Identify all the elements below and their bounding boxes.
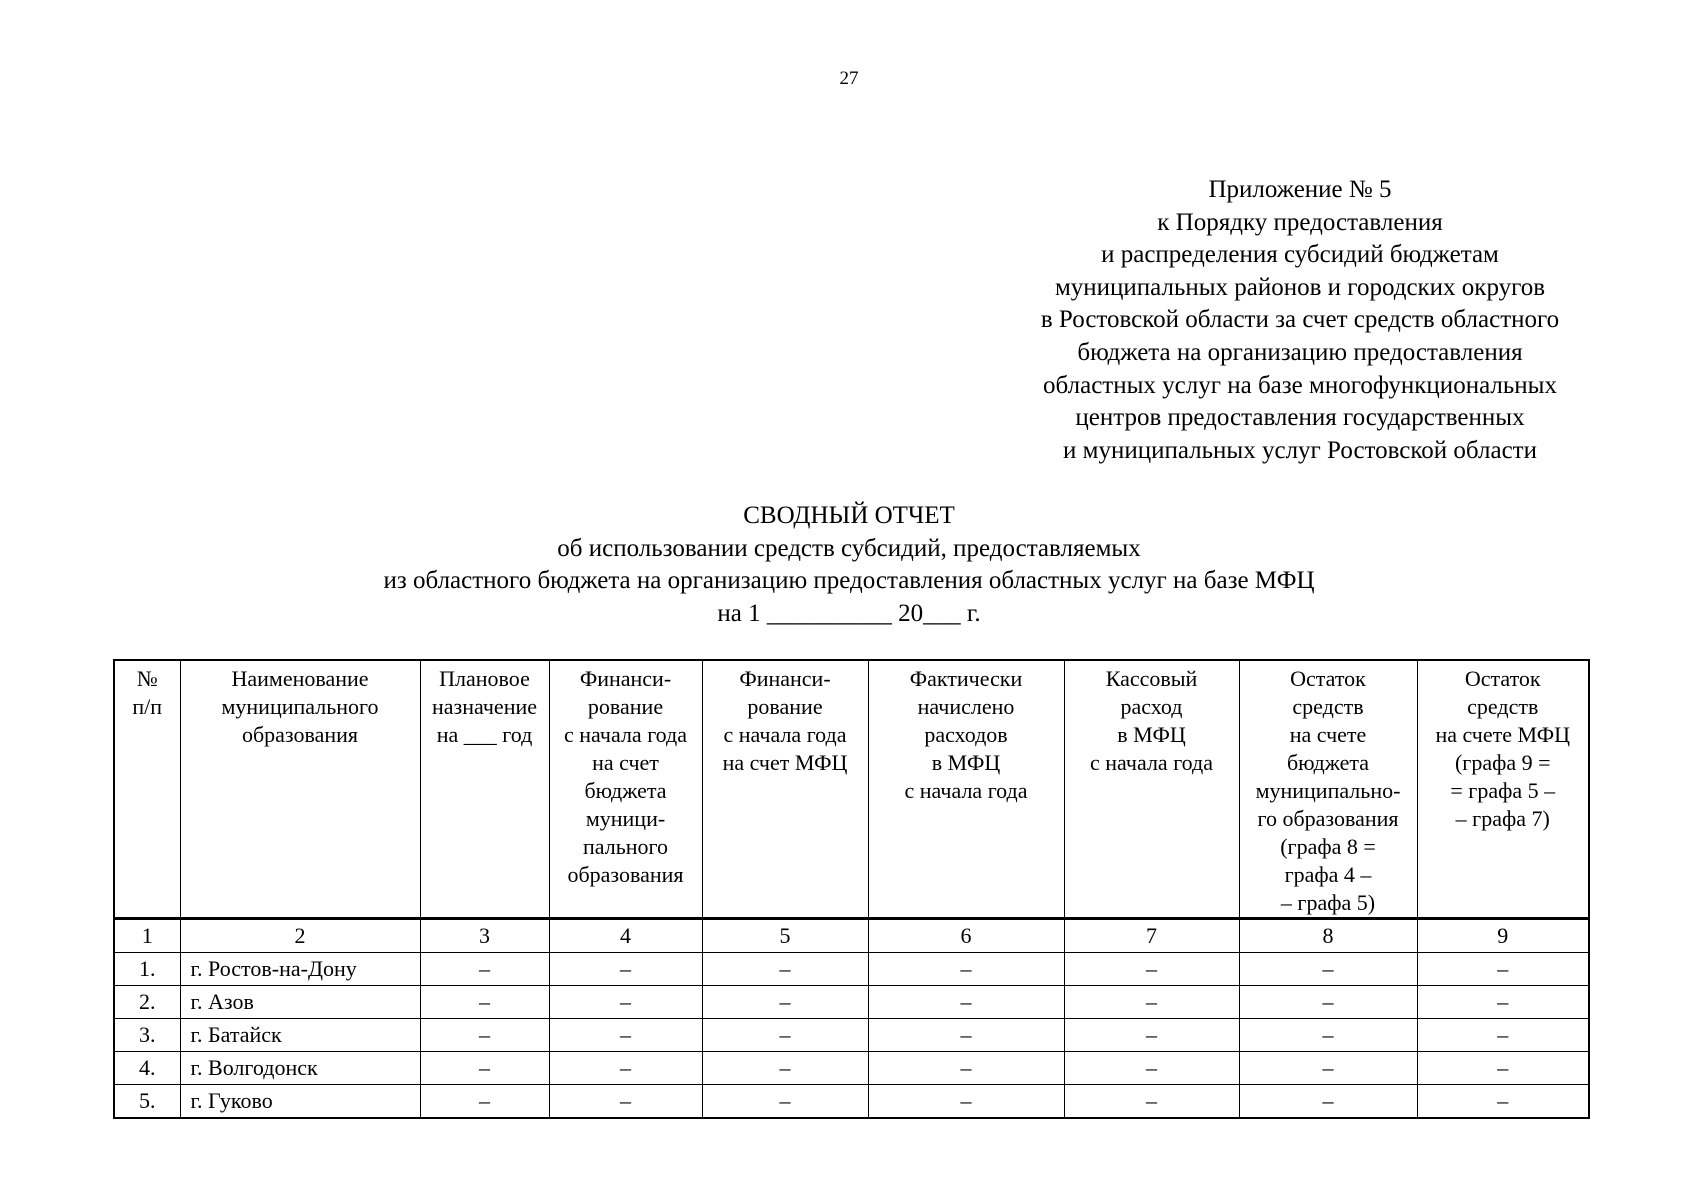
value-cell: – bbox=[1239, 1019, 1417, 1052]
column-header-line: Кассовый bbox=[1105, 666, 1198, 691]
column-header bbox=[868, 660, 1064, 919]
value-cell: – bbox=[1064, 1085, 1239, 1119]
column-header-line: муници- bbox=[585, 806, 666, 831]
municipality-name-cell: г. Батайск bbox=[180, 1019, 420, 1052]
table-body bbox=[114, 919, 1589, 1119]
column-header-line: бюджета bbox=[1286, 750, 1370, 775]
table-header-row bbox=[114, 660, 1589, 919]
value-cell: – bbox=[420, 1085, 549, 1119]
value-cell: – bbox=[549, 1052, 702, 1085]
column-header-line: на счете МФЦ bbox=[1435, 722, 1571, 747]
value-cell: – bbox=[868, 986, 1064, 1019]
column-number: 7 bbox=[1064, 919, 1239, 953]
value-cell: – bbox=[1417, 1019, 1589, 1052]
value-cell: – bbox=[420, 953, 549, 986]
column-header-line: (графа 9 = bbox=[1454, 750, 1551, 775]
column-header-line: п/п bbox=[132, 694, 163, 719]
appendix-line: центров предоставления государственных bbox=[1075, 404, 1525, 432]
column-header-line: расход bbox=[1120, 694, 1183, 719]
column-header-line: с начала года bbox=[1090, 750, 1213, 775]
appendix-line: к Порядку предоставления bbox=[1157, 208, 1443, 236]
report-table bbox=[113, 659, 1590, 1119]
column-header-line: расходов bbox=[924, 722, 1008, 747]
column-header-line: на счет bbox=[592, 750, 659, 775]
value-cell: – bbox=[1239, 1052, 1417, 1085]
value-cell: – bbox=[1239, 1085, 1417, 1119]
column-header-line: в МФЦ bbox=[1117, 722, 1186, 747]
report-title-block bbox=[0, 500, 1698, 630]
table-row bbox=[114, 1085, 1589, 1119]
column-header-line: в МФЦ bbox=[931, 750, 1001, 775]
column-header-line: средств bbox=[1467, 694, 1539, 719]
column-header bbox=[420, 660, 549, 919]
table-row bbox=[114, 1019, 1589, 1052]
appendix-line: и распределения субсидий бюджетам bbox=[1101, 241, 1499, 269]
column-header-line: с начала года bbox=[564, 722, 687, 747]
column-header-line: на счете bbox=[1289, 722, 1367, 747]
column-header-line: образования bbox=[241, 722, 359, 747]
column-number: 3 bbox=[420, 919, 549, 953]
value-cell: – bbox=[549, 1019, 702, 1052]
column-header-line: образования bbox=[567, 862, 684, 887]
report-subtitle-line: из областного бюджета на организацию предоставления областных услуг на базе МФЦ bbox=[383, 567, 1315, 594]
row-number-cell: 1. bbox=[114, 953, 180, 986]
table-row bbox=[114, 1052, 1589, 1085]
table-row bbox=[114, 986, 1589, 1019]
column-header-line: = графа 5 – bbox=[1450, 778, 1556, 803]
column-header bbox=[180, 660, 420, 919]
row-number-cell: 4. bbox=[114, 1052, 180, 1085]
column-header-line: Остаток bbox=[1464, 666, 1541, 691]
row-number-cell: 3. bbox=[114, 1019, 180, 1052]
value-cell: – bbox=[549, 953, 702, 986]
value-cell: – bbox=[1417, 1085, 1589, 1119]
column-header-line: рование bbox=[747, 694, 823, 719]
column-header-line: № bbox=[136, 666, 158, 691]
value-cell: – bbox=[1417, 986, 1589, 1019]
appendix-line: в Ростовской области за счет средств областного bbox=[1040, 306, 1560, 334]
value-cell: – bbox=[420, 986, 549, 1019]
value-cell: – bbox=[420, 1052, 549, 1085]
column-header-line: бюджета bbox=[584, 778, 667, 803]
page-number: 27 bbox=[839, 68, 859, 89]
value-cell: – bbox=[702, 986, 868, 1019]
column-header-line: (графа 8 = bbox=[1280, 834, 1376, 859]
value-cell: – bbox=[1417, 1052, 1589, 1085]
appendix-reference bbox=[985, 174, 1615, 467]
column-header-line: муниципально- bbox=[1255, 778, 1401, 803]
value-cell: – bbox=[868, 1052, 1064, 1085]
column-header-line: Финанси- bbox=[579, 666, 672, 691]
column-number: 9 bbox=[1417, 919, 1589, 953]
column-header-line: муниципального bbox=[221, 694, 379, 719]
column-number-row bbox=[114, 919, 1589, 953]
column-header-line: рование bbox=[587, 694, 664, 719]
column-header-line: назначение bbox=[431, 694, 538, 719]
column-header bbox=[549, 660, 702, 919]
column-header bbox=[1239, 660, 1417, 919]
value-cell: – bbox=[1064, 953, 1239, 986]
column-header-line: начислено bbox=[917, 694, 1015, 719]
report-title: СВОДНЫЙ ОТЧЕТ bbox=[743, 502, 955, 529]
report-date-line: на 1 __________ 20___ г. bbox=[717, 599, 981, 627]
value-cell: – bbox=[868, 1085, 1064, 1119]
column-number: 2 bbox=[180, 919, 420, 953]
value-cell: – bbox=[868, 953, 1064, 986]
value-cell: – bbox=[420, 1019, 549, 1052]
column-number: 5 bbox=[702, 919, 868, 953]
column-number: 1 bbox=[114, 919, 180, 953]
appendix-line: Приложение № 5 bbox=[1208, 176, 1392, 203]
column-header-line: Финанси- bbox=[739, 666, 831, 691]
appendix-line: областных услуг на базе многофункциональных bbox=[1043, 371, 1557, 399]
value-cell: – bbox=[549, 1085, 702, 1119]
column-header-line: Плановое bbox=[439, 666, 530, 691]
column-header-line: средств bbox=[1292, 694, 1364, 719]
value-cell: – bbox=[1064, 986, 1239, 1019]
value-cell: – bbox=[1239, 953, 1417, 986]
value-cell: – bbox=[868, 1019, 1064, 1052]
column-header-line: Фактически bbox=[909, 666, 1023, 691]
municipality-name-cell: г. Волгодонск bbox=[180, 1052, 420, 1085]
value-cell: – bbox=[1064, 1019, 1239, 1052]
appendix-line: муниципальных районов и городских округов bbox=[1054, 273, 1546, 301]
column-header-line: Наименование bbox=[231, 666, 369, 691]
value-cell: – bbox=[1417, 953, 1589, 986]
column-header-line: – графа 5) bbox=[1280, 890, 1376, 915]
value-cell: – bbox=[1239, 986, 1417, 1019]
value-cell: – bbox=[702, 1019, 868, 1052]
value-cell: – bbox=[549, 986, 702, 1019]
report-subtitle-line: об использовании средств субсидий, предоставляемых bbox=[557, 534, 1141, 562]
column-header-line: пального bbox=[583, 834, 668, 859]
column-header bbox=[1417, 660, 1589, 919]
column-header bbox=[114, 660, 180, 919]
column-header-line: го образования bbox=[1257, 806, 1399, 831]
column-header-line: на ___ год bbox=[436, 722, 533, 747]
row-number-cell: 5. bbox=[114, 1085, 180, 1119]
municipality-name-cell: г. Ростов-на-Дону bbox=[180, 953, 420, 986]
value-cell: – bbox=[702, 1052, 868, 1085]
column-header-line: Остаток bbox=[1290, 666, 1366, 691]
column-header-line: графа 4 – bbox=[1284, 862, 1372, 887]
column-header bbox=[1064, 660, 1239, 919]
municipality-name-cell: г. Азов bbox=[180, 986, 420, 1019]
column-number: 8 bbox=[1239, 919, 1417, 953]
column-header-line: на счет МФЦ bbox=[722, 750, 848, 775]
column-number: 6 bbox=[868, 919, 1064, 953]
appendix-line: бюджета на организацию предоставления bbox=[1077, 338, 1523, 366]
table-row bbox=[114, 953, 1589, 986]
column-header-line: с начала года bbox=[904, 778, 1028, 803]
column-header-line: – графа 7) bbox=[1455, 806, 1550, 831]
appendix-line: и муниципальных услуг Ростовской области bbox=[1063, 436, 1537, 464]
column-header-line: с начала года bbox=[723, 722, 847, 747]
column-number: 4 bbox=[549, 919, 702, 953]
row-number-cell: 2. bbox=[114, 986, 180, 1019]
value-cell: – bbox=[702, 1085, 868, 1119]
value-cell: – bbox=[1064, 1052, 1239, 1085]
column-header bbox=[702, 660, 868, 919]
municipality-name-cell: г. Гуково bbox=[180, 1085, 420, 1119]
value-cell: – bbox=[702, 953, 868, 986]
